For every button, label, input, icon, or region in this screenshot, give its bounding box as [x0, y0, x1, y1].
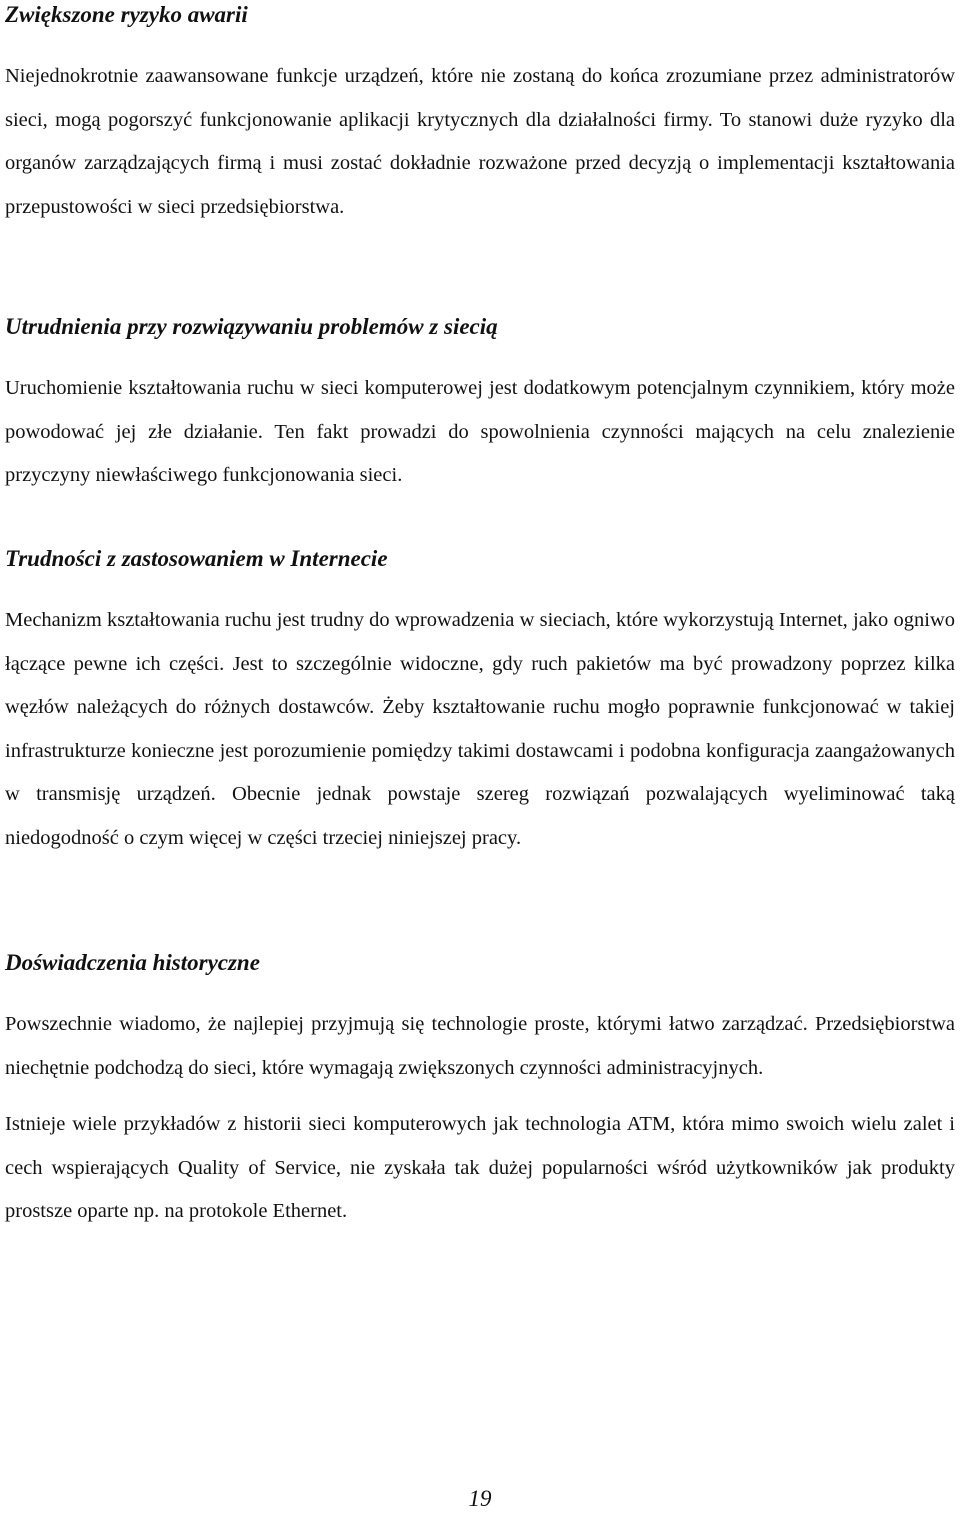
section-increased-failure-risk — [5, 0, 955, 229]
section-heading: Doświadczenia historyczne — [5, 950, 260, 975]
document-page — [5, 0, 955, 1509]
page-number: 19 — [468, 1486, 492, 1511]
section-paragraph: Mechanizm kształtowania ruchu jest trudny do wprowadzenia w sieciach, które wykorzystują Internet, jako ogniwo łączące pewne ich części. Jest to szczególnie widoczne, gdy ruch pakietów ma być prowadzony poprzez kilka węzłów należących do różnych dostawców. Żeby kształtowanie ruchu mogło poprawnie funkcjonować w takiej infrastrukturze konieczne jest porozumienie pomiędzy takimi dostawcami i podobna konfiguracja zaangażowanych w transmisję urządzeń. Obecnie jednak powstaje szereg rozwiązań pozwalających wyeliminować taką niedogodność o czym więcej w części trzeciej niniejszej pracy. — [5, 609, 955, 849]
section-paragraph: Istnieje wiele przykładów z historii sieci komputerowych jak technologia ATM, która mimo swoich wielu zalet i cech wspierających Quality of Service, nie zyskała tak dużej popularności wśród użytkowników jak produkty prostsze oparte np. na protokole Ethernet. — [5, 1113, 955, 1222]
section-troubleshooting-difficulties — [5, 312, 955, 498]
section-heading: Zwiększone ryzyko awarii — [5, 2, 248, 27]
section-paragraph: Uruchomienie kształtowania ruchu w sieci komputerowej jest dodatkowym potencjalnym czynnikiem, który może powodować jej złe działanie. Ten fakt prowadzi do spowolnienia czynności mających na celu znalezienie przyczyny niewłaściwego funkcjonowania sieci. — [5, 377, 955, 486]
section-paragraph: Niejednokrotnie zaawansowane funkcje urządzeń, które nie zostaną do końca zrozumiane przez administratorów sieci, mogą pogorszyć funkcjonowanie aplikacji krytycznych dla działalności firmy. To stanowi duże ryzyko dla organów zarządzających firmą i musi zostać dokładnie rozważone przed decyzją o implementacji kształtowania przepustowości w sieci przedsiębiorstwa. — [5, 65, 955, 218]
section-historical-experience — [5, 948, 955, 1234]
section-paragraph: Powszechnie wiadomo, że najlepiej przyjmują się technologie proste, którymi łatwo zarządzać. Przedsiębiorstwa niechętnie podchodzą do sieci, które wymagają zwiększonych czynności administracyjnych. — [5, 1013, 955, 1079]
section-heading: Trudności z zastosowaniem w Internecie — [5, 546, 388, 571]
section-internet-difficulties — [5, 544, 955, 860]
section-heading: Utrudnienia przy rozwiązywaniu problemów z siecią — [5, 314, 498, 339]
